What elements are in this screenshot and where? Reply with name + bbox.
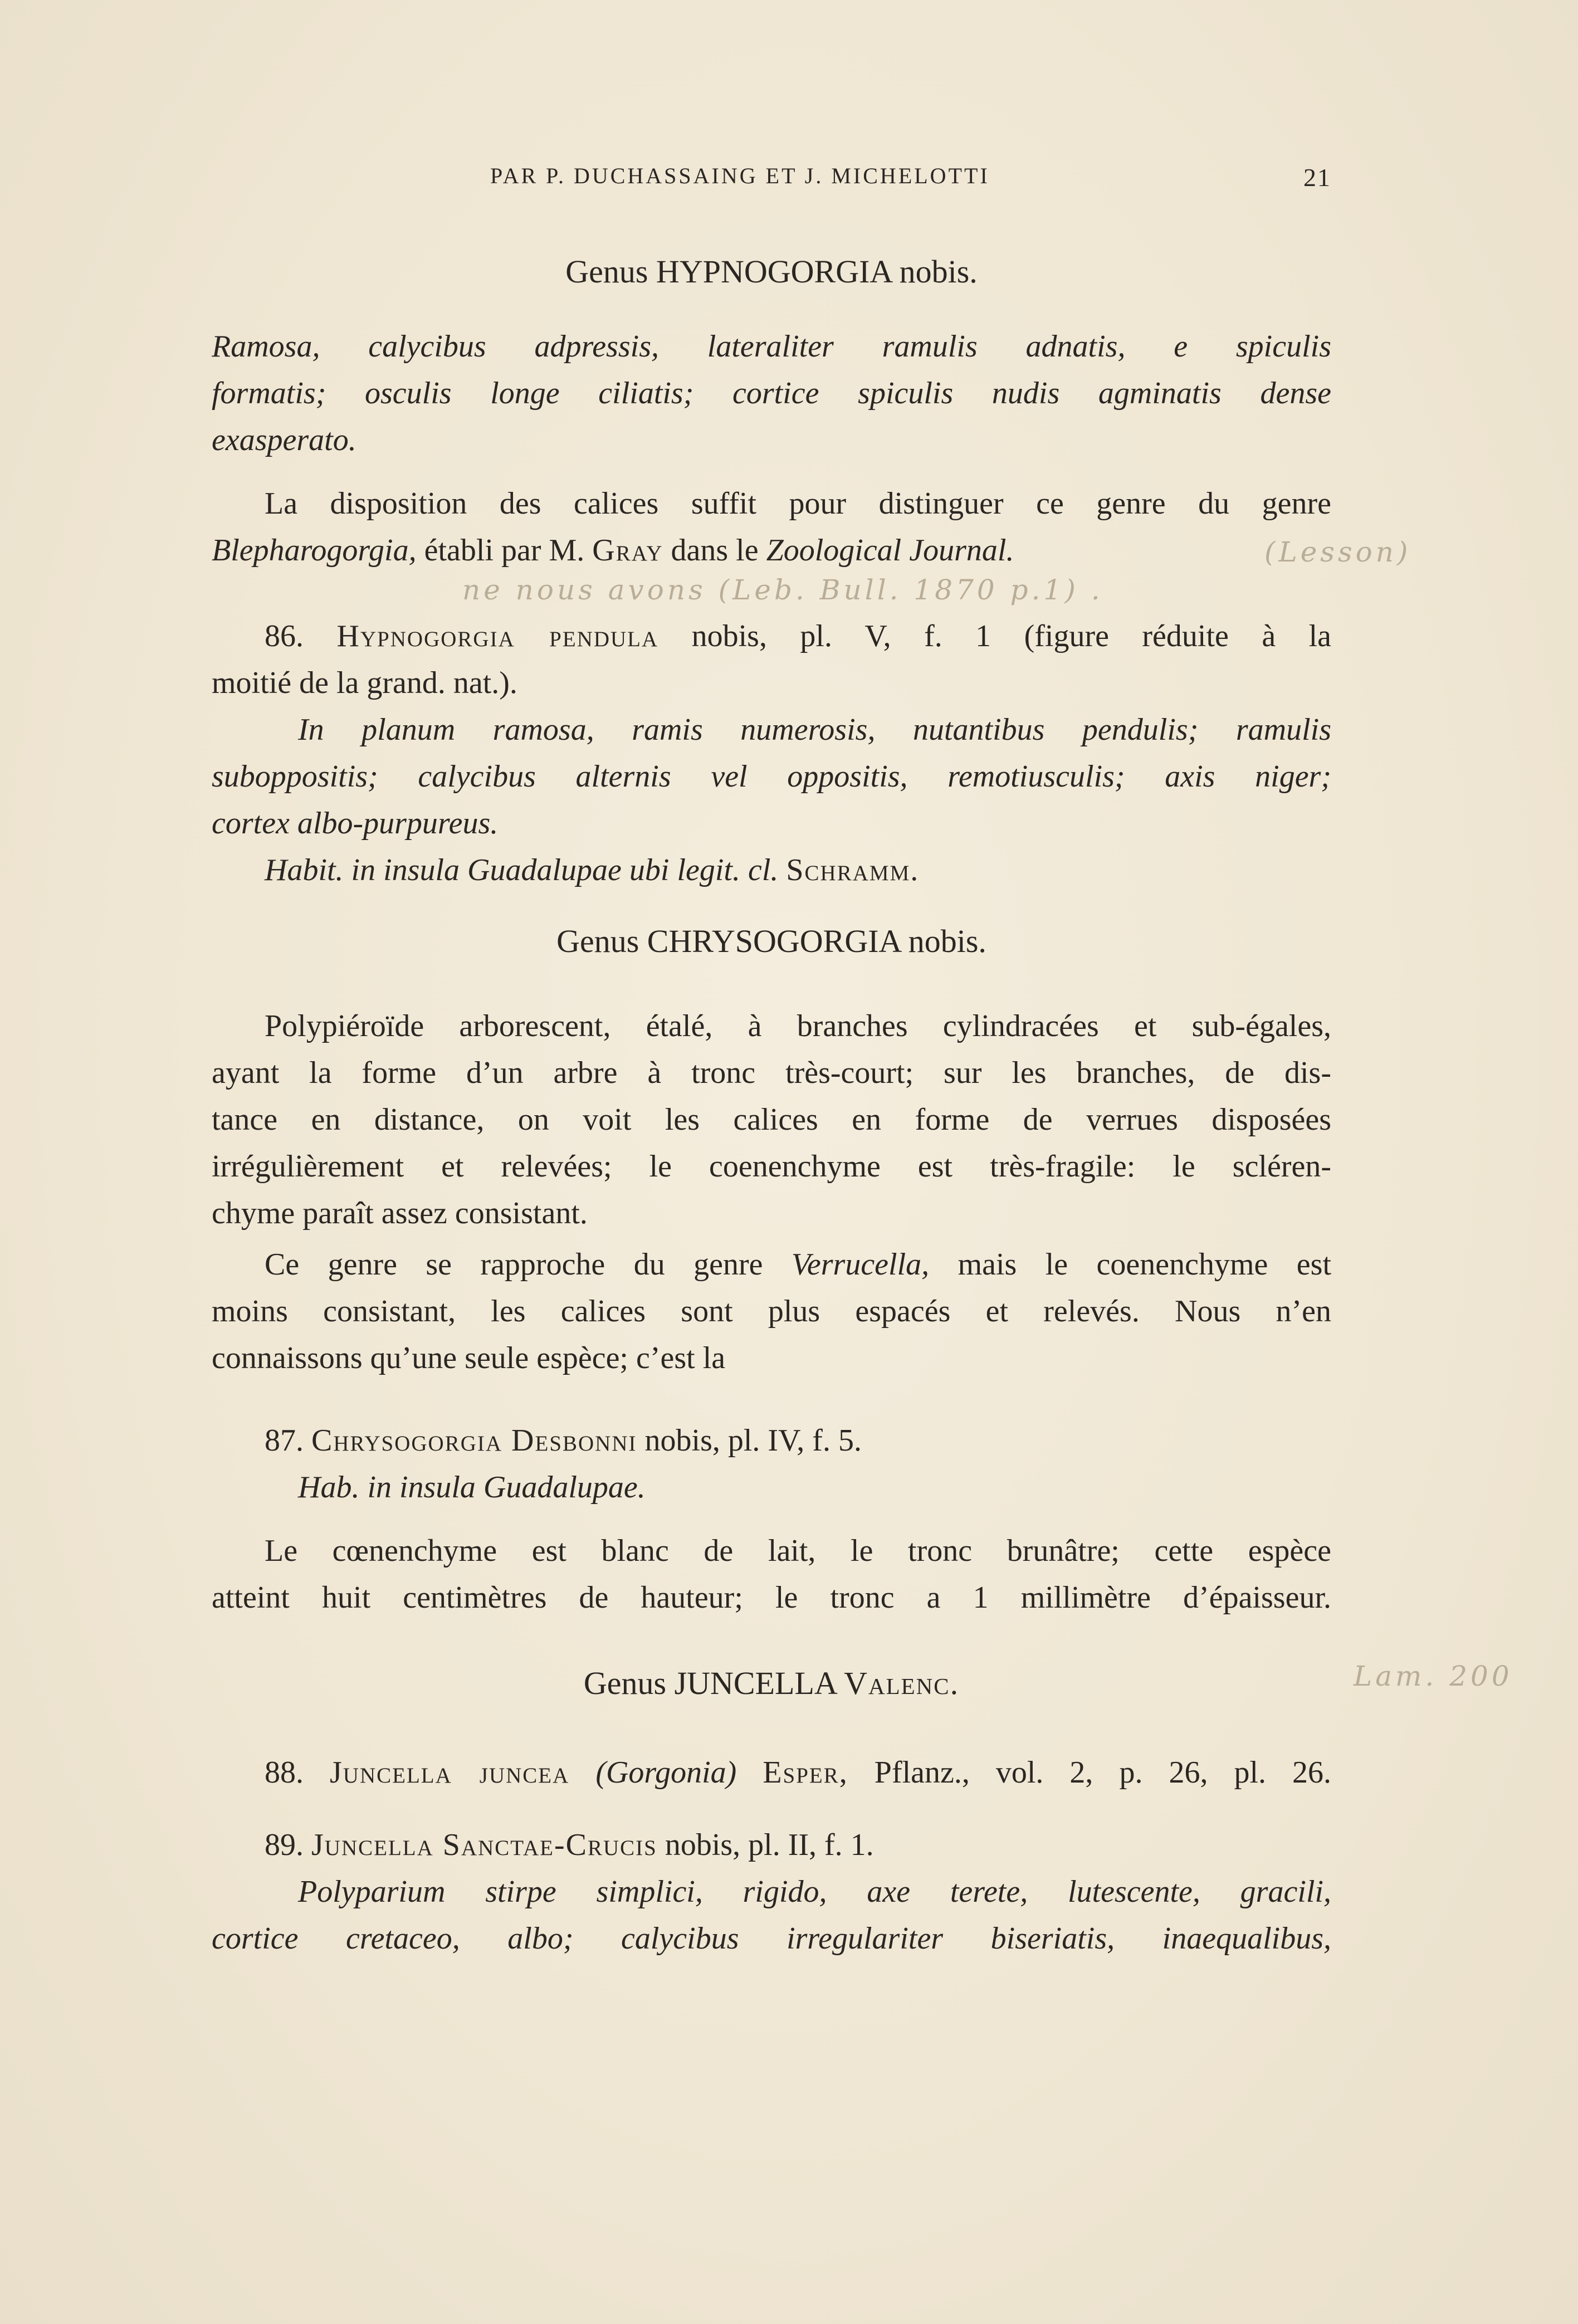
hypnogorgia-diagnosis-line-1: Ramosa, calycibus adpressis, lateraliter ramulis adnatis, e spiculis	[212, 329, 1331, 364]
author-gray: Gray	[592, 533, 663, 568]
hypnogorgia-diagnosis-line-2: formatis; osculis longe ciliatis; cortice spiculis nudis agminatis dense	[212, 376, 1331, 411]
species-86-diagnosis-line-1: In planum ramosa, ramis numerosis, nutantibus pendulis; ramulis	[298, 712, 1331, 747]
species-86-line-2: moitié de la grand. nat.).	[212, 666, 517, 700]
species-89-name: Juncella Sanctae-Crucis	[311, 1828, 657, 1862]
juncella-heading-genus: Genus JUNCELLA	[583, 1665, 836, 1701]
species-87-number: 87.	[265, 1423, 304, 1458]
species-89-number: 89.	[265, 1828, 304, 1862]
species-87-line	[212, 1417, 1331, 1464]
species-86-diagnosis-line-3: cortex albo-purpureus.	[212, 806, 499, 841]
species-87-ref: nobis, pl. IV, f. 5.	[644, 1423, 862, 1458]
chrysogorgia-comparison-line-2: moins consistant, les calices sont plus espacés et relevés. Nous n’en	[212, 1294, 1331, 1329]
running-head-title: PAR P. DUCHASSAING ET J. MICHELOTTI	[490, 163, 990, 188]
juncella-heading-author: Valenc.	[844, 1665, 960, 1701]
species-86-number: 86.	[265, 619, 304, 653]
comparison-text-b: mais le coenenchyme est	[957, 1247, 1331, 1282]
species-89-diagnosis-line-2: cortice cretaceo, albo; calycibus irregulariter biseriatis, inaequalibus,	[212, 1921, 1331, 1956]
species-89-ref: nobis, pl. II, f. 1.	[665, 1828, 874, 1862]
journal-title: Zoological Journal.	[766, 533, 1014, 568]
marginal-note-1: (Lesson)	[1264, 536, 1411, 568]
species-88-author: Esper,	[763, 1755, 848, 1790]
hypnogorgia-remark-line-1: La disposition des calices suffit pour distinguer ce genre du genre	[265, 486, 1331, 521]
species-89-diagnosis-line-1: Polyparium stirpe simplici, rigido, axe terete, lutescente, gracili,	[298, 1874, 1331, 1909]
species-88-line	[212, 1749, 1331, 1796]
genus-name-verrucella: Verrucella,	[791, 1247, 930, 1282]
marginal-note-3: Lam. 200	[1354, 1660, 1513, 1692]
chrysogorgia-desc-line-5: chyme paraît assez consistant.	[212, 1196, 588, 1231]
chrysogorgia-comparison-line-1	[212, 1241, 1331, 1288]
species-88-ref: Pflanz., vol. 2, p. 26, pl. 26.	[874, 1755, 1331, 1790]
comparison-text-a: Ce genre se rapproche du genre	[265, 1247, 763, 1282]
species-86-line-1	[212, 613, 1331, 660]
chrysogorgia-desc-line-1: Polypiéroïde arborescent, étalé, à branches cylindracées et sub-égales,	[265, 1009, 1331, 1043]
hypnogorgia-remark-line-2	[212, 527, 1331, 574]
marginal-note-2: ne nous avons (Leb. Bull. 1870 p.1) .	[462, 574, 1103, 606]
chrysogorgia-desc-line-2: ayant la forme d’un arbre à tronc très-court; sur les branches, de dis-	[212, 1056, 1331, 1090]
species-86-habitat-text: Habit. in insula Guadalupae ubi legit. cl.	[265, 853, 779, 887]
species-88-number: 88.	[265, 1755, 304, 1790]
chrysogorgia-comparison-line-3: connaissons qu’une seule espèce; c’est la	[212, 1341, 726, 1375]
chrysogorgia-note-line-2: atteint huit centimètres de hauteur; le tronc a 1 millimètre d’épaisseur.	[212, 1580, 1331, 1615]
collector-schramm: Schramm.	[786, 853, 920, 887]
chrysogorgia-note-line-1: Le cœnenchyme est blanc de lait, le tronc brunâtre; cette espèce	[265, 1534, 1331, 1568]
species-87-habitat: Hab. in insula Guadalupae.	[298, 1470, 646, 1505]
species-88-name: Juncella juncea	[330, 1755, 570, 1790]
genus-heading-chrysogorgia: Genus CHRYSOGORGIA nobis.	[556, 923, 986, 959]
remark-text-2: dans le	[671, 533, 759, 568]
running-head	[212, 163, 1331, 202]
species-86-diagnosis-line-2: suboppositis; calycibus alternis vel oppositis, remotiusculis; axis niger;	[212, 759, 1331, 794]
chrysogorgia-desc-line-3: tance en distance, on voit les calices en forme de verrues disposées	[212, 1102, 1331, 1137]
hypnogorgia-diagnosis-line-3: exasperato.	[212, 423, 356, 457]
species-86-habitat	[212, 847, 1331, 894]
species-89-line	[212, 1822, 1331, 1868]
species-86-ref: nobis, pl. V, f. 1 (figure réduite à la	[691, 619, 1331, 653]
genus-heading-juncella	[212, 1660, 1331, 1707]
species-88-synonym: (Gorgonia)	[595, 1755, 737, 1790]
species-86-name: Hypnogorgia pendula	[336, 619, 659, 653]
page-number: 21	[1303, 163, 1331, 192]
chrysogorgia-desc-line-4: irrégulièrement et relevées; le coenenchyme est très-fragile: le scléren-	[212, 1149, 1331, 1184]
remark-text: établi par M.	[424, 533, 585, 568]
genus-name-blepharogorgia: Blepharogorgia,	[212, 533, 417, 568]
genus-heading-hypnogorgia: Genus HYPNOGORGIA nobis.	[565, 253, 978, 290]
species-87-name: Chrysogorgia Desbonni	[311, 1423, 637, 1458]
